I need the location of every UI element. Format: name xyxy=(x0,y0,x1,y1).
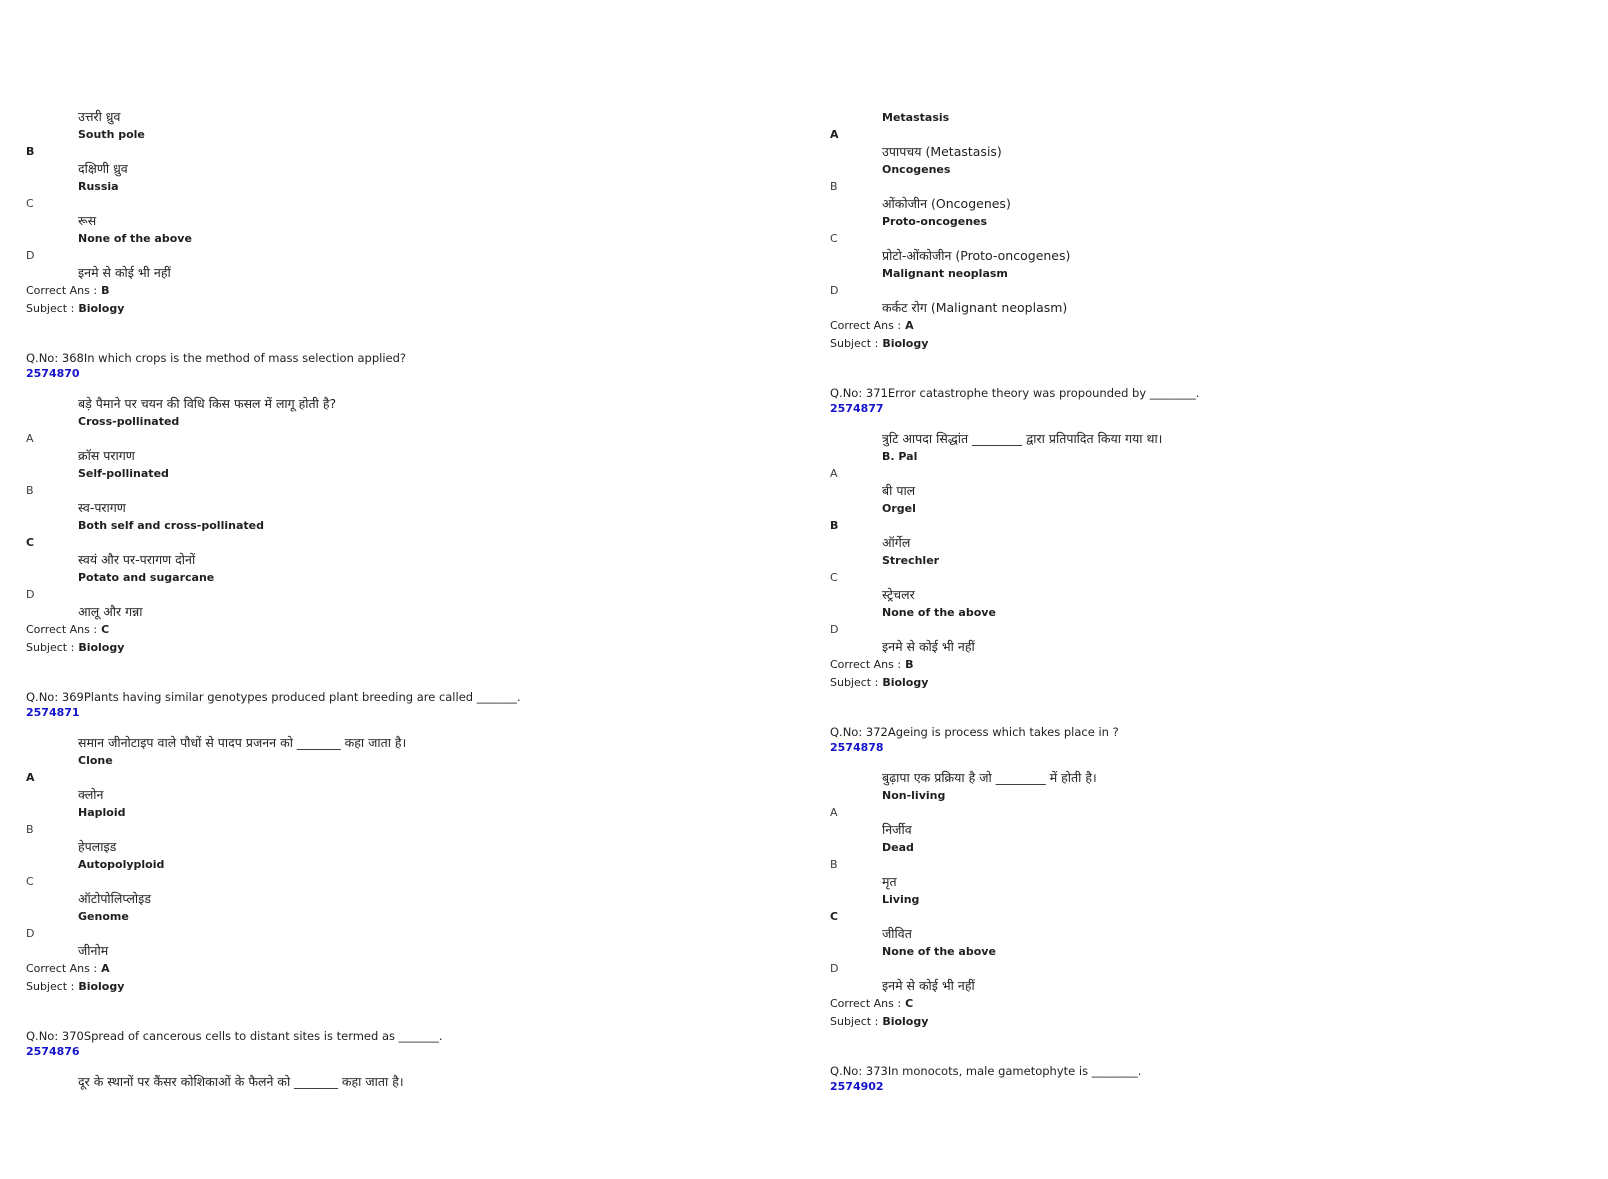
question-id[interactable]: 2574870 xyxy=(26,367,80,380)
option-letter: A xyxy=(26,771,35,784)
option-label-hi: मृत xyxy=(882,874,897,889)
option-label-en: Both self and cross-pollinated xyxy=(78,519,264,532)
subject-row xyxy=(26,300,806,317)
correct-ans-value: C xyxy=(101,623,110,636)
column-right xyxy=(830,108,1608,1127)
question-text-en: Ageing is process which takes place in ? xyxy=(887,725,1119,739)
subject-value: Biology xyxy=(78,980,125,993)
option-label-hi: प्रोटो-ओंकोजीन (Proto-oncogenes) xyxy=(882,248,1071,263)
answer-option xyxy=(26,178,806,229)
question-id[interactable]: 2574876 xyxy=(26,1045,80,1058)
option-label-hi: निर्जीव xyxy=(882,822,912,837)
correct-ans-value: B xyxy=(101,284,110,297)
question-number: Q.No: 370 xyxy=(26,1029,84,1043)
option-label-hi: रूस xyxy=(78,213,97,228)
option-label-hi: क्रॉस परागण xyxy=(78,448,135,463)
option-label-hi: कर्कट रोग (Malignant neoplasm) xyxy=(882,300,1068,315)
question-text-hi: बड़े पैमाने पर चयन की विधि किस फसल में लागू होती है? xyxy=(78,396,337,411)
option-label-en: Non-living xyxy=(882,789,946,802)
question-text-en: In monocots, male gametophyte is ________. xyxy=(887,1064,1142,1078)
subject-row xyxy=(830,1013,1608,1030)
option-label-hi: जीनोम xyxy=(78,943,109,958)
option-letter: D xyxy=(26,927,35,940)
option-letter: C xyxy=(830,571,838,584)
option-label-en: Autopolyploid xyxy=(78,858,165,871)
answer-option xyxy=(830,109,1608,160)
option-letter: B xyxy=(26,484,34,497)
answer-option xyxy=(830,787,1608,838)
option-letter: C xyxy=(26,197,34,210)
question-text-en: Error catastrophe theory was propounded by ________. xyxy=(887,386,1200,400)
option-label-en: Orgel xyxy=(882,502,916,515)
answer-option xyxy=(26,569,806,620)
option-label-en: None of the above xyxy=(882,945,996,958)
subject-row xyxy=(830,674,1608,691)
option-label-en: Proto-oncogenes xyxy=(882,215,988,228)
question-block xyxy=(26,108,806,317)
correct-ans-label: Correct Ans : xyxy=(830,658,902,671)
question-text-hi: दूर के स्थानों पर कैंसर कोशिकाओं के फैलने को _______ कहा जाता है। xyxy=(78,1074,404,1089)
question-block xyxy=(26,1029,806,1090)
option-label-hi: ऑर्गेल xyxy=(882,535,911,550)
option-letter: A xyxy=(830,806,838,819)
question-id[interactable]: 2574902 xyxy=(830,1080,884,1093)
question-number: Q.No: 369 xyxy=(26,690,84,704)
correct-ans-label: Correct Ans : xyxy=(26,284,98,297)
question-header xyxy=(26,690,806,705)
question-number: Q.No: 372 xyxy=(830,725,888,739)
question-number: Q.No: 371 xyxy=(830,386,888,400)
question-header xyxy=(26,1029,806,1044)
subject-label: Subject : xyxy=(26,980,75,993)
answer-option xyxy=(26,413,806,464)
question-block xyxy=(830,109,1608,352)
question-header xyxy=(830,386,1608,401)
correct-ans-value: C xyxy=(905,997,914,1010)
answer-option xyxy=(26,517,806,568)
option-label-en: Clone xyxy=(78,754,113,767)
answer-option xyxy=(830,552,1608,603)
option-label-en: Potato and sugarcane xyxy=(78,571,215,584)
correct-ans-label: Correct Ans : xyxy=(830,319,902,332)
option-label-en: Genome xyxy=(78,910,129,923)
option-letter: B xyxy=(26,145,35,158)
option-label-hi: हेपलाइड xyxy=(78,839,117,854)
answer-option xyxy=(830,500,1608,551)
answer-option xyxy=(26,752,806,803)
question-block xyxy=(830,725,1608,1030)
answer-option xyxy=(26,908,806,959)
option-label-en: Oncogenes xyxy=(882,163,951,176)
option-label-en: Living xyxy=(882,893,920,906)
question-block xyxy=(26,690,806,995)
correct-ans-value: B xyxy=(905,658,914,671)
subject-value: Biology xyxy=(78,641,125,654)
option-letter: C xyxy=(830,910,839,923)
answer-option xyxy=(830,839,1608,890)
correct-ans-value: A xyxy=(101,962,110,975)
answer-option xyxy=(830,161,1608,212)
column-left xyxy=(26,108,806,1124)
answer-option xyxy=(26,126,806,177)
question-id[interactable]: 2574871 xyxy=(26,706,80,719)
subject-label: Subject : xyxy=(830,1015,879,1028)
option-label-hi: स्वयं और पर-परागण दोनों xyxy=(78,552,196,567)
question-text-en: Spread of cancerous cells to distant sites is termed as _______. xyxy=(83,1029,443,1043)
subject-value: Biology xyxy=(78,302,125,315)
subject-label: Subject : xyxy=(26,641,75,654)
correct-ans-label: Correct Ans : xyxy=(830,997,902,1010)
answer-option xyxy=(26,856,806,907)
subject-label: Subject : xyxy=(830,676,879,689)
option-label-hi: उपापचय (Metastasis) xyxy=(882,144,1002,159)
option-letter: D xyxy=(830,962,839,975)
question-block xyxy=(830,386,1608,691)
option-label-en: Malignant neoplasm xyxy=(882,267,1008,280)
subject-row xyxy=(26,978,806,995)
option-letter: A xyxy=(26,432,34,445)
option-label-en: Dead xyxy=(882,841,914,854)
answer-option xyxy=(26,804,806,855)
subject-label: Subject : xyxy=(830,337,879,350)
option-label-en: South pole xyxy=(78,128,145,141)
option-letter: D xyxy=(26,249,35,262)
correct-ans-label: Correct Ans : xyxy=(26,623,98,636)
question-text-hi: त्रुटि आपदा सिद्धांत ________ द्वारा प्रतिपादित किया गया था। xyxy=(882,431,1163,446)
option-label-en: Russia xyxy=(78,180,119,193)
option-label-en: None of the above xyxy=(78,232,192,245)
question-header xyxy=(830,725,1608,740)
answer-option xyxy=(830,943,1608,994)
subject-value: Biology xyxy=(882,1015,929,1028)
question-header xyxy=(830,1064,1608,1079)
correct-answer-row xyxy=(830,656,1608,673)
option-label-hi: दक्षिणी ध्रुव xyxy=(78,161,128,176)
option-label-hi: इनमे से कोई भी नहीं xyxy=(78,265,171,280)
option-letter: A xyxy=(830,467,838,480)
option-letter: D xyxy=(830,284,839,297)
option-letter: C xyxy=(26,536,35,549)
answer-option xyxy=(830,891,1608,942)
question-header xyxy=(26,351,806,366)
subject-label: Subject : xyxy=(26,302,75,315)
correct-answer-row xyxy=(830,317,1608,334)
question-block xyxy=(830,1064,1608,1093)
correct-ans-value: A xyxy=(905,319,914,332)
option-label-hi: इनमे से कोई भी नहीं xyxy=(882,978,975,993)
option-letter: C xyxy=(26,875,34,888)
correct-answer-row xyxy=(830,995,1608,1012)
option-label-hi: स्व-परागण xyxy=(78,500,126,515)
question-text-en: In which crops is the method of mass selection applied? xyxy=(83,351,407,365)
subject-row xyxy=(830,335,1608,352)
correct-answer-row xyxy=(26,282,806,299)
option-label-hi: उत्तरी ध्रुव xyxy=(78,109,121,124)
question-text-hi: बुढ़ापा एक प्रक्रिया है जो ________ में होती है। xyxy=(882,770,1097,785)
option-letter: A xyxy=(830,128,839,141)
option-label-en: Self-pollinated xyxy=(78,467,169,480)
option-letter: C xyxy=(830,232,838,245)
correct-answer-row xyxy=(26,960,806,977)
option-label-hi: स्ट्रेचलर xyxy=(882,587,915,602)
question-id[interactable]: 2574877 xyxy=(830,402,884,415)
question-text-en: Plants having similar genotypes produced plant breeding are called _______. xyxy=(83,690,521,704)
answer-option xyxy=(26,465,806,516)
option-label-en: Strechler xyxy=(882,554,940,567)
answer-option xyxy=(830,265,1608,316)
option-letter: D xyxy=(26,588,35,601)
subject-value: Biology xyxy=(882,337,929,350)
option-label-en: None of the above xyxy=(882,606,996,619)
option-letter: D xyxy=(830,623,839,636)
question-number: Q.No: 368 xyxy=(26,351,84,365)
answer-option xyxy=(830,448,1608,499)
option-letter: B xyxy=(830,858,838,871)
option-letter: B xyxy=(830,180,838,193)
option-label-hi: ओंकोजीन (Oncogenes) xyxy=(882,196,1011,211)
option-label-hi: जीवित xyxy=(882,926,912,941)
question-block xyxy=(26,351,806,656)
option-letter: B xyxy=(26,823,34,836)
option-label-en: Haploid xyxy=(78,806,126,819)
subject-row xyxy=(26,639,806,656)
option-label-en: B. Pal xyxy=(882,450,918,463)
option-label-en: Cross-pollinated xyxy=(78,415,180,428)
option-label-hi: आलू और गन्ना xyxy=(78,604,143,619)
answer-option xyxy=(26,230,806,281)
answer-option xyxy=(830,604,1608,655)
question-text-hi: समान जीनोटाइप वाले पौधों से पादप प्रजनन को _______ कहा जाता है। xyxy=(78,735,407,750)
answer-option xyxy=(830,213,1608,264)
subject-value: Biology xyxy=(882,676,929,689)
question-id[interactable]: 2574878 xyxy=(830,741,884,754)
correct-ans-label: Correct Ans : xyxy=(26,962,98,975)
option-label-hi: क्लोन xyxy=(78,787,104,802)
option-label-hi: इनमे से कोई भी नहीं xyxy=(882,639,975,654)
option-letter: B xyxy=(830,519,839,532)
question-number: Q.No: 373 xyxy=(830,1064,888,1078)
correct-answer-row xyxy=(26,621,806,638)
option-label-en: Metastasis xyxy=(882,111,950,124)
option-label-hi: बी पाल xyxy=(882,483,916,498)
option-label-hi: ऑटोपोलिप्लोइड xyxy=(78,891,151,906)
